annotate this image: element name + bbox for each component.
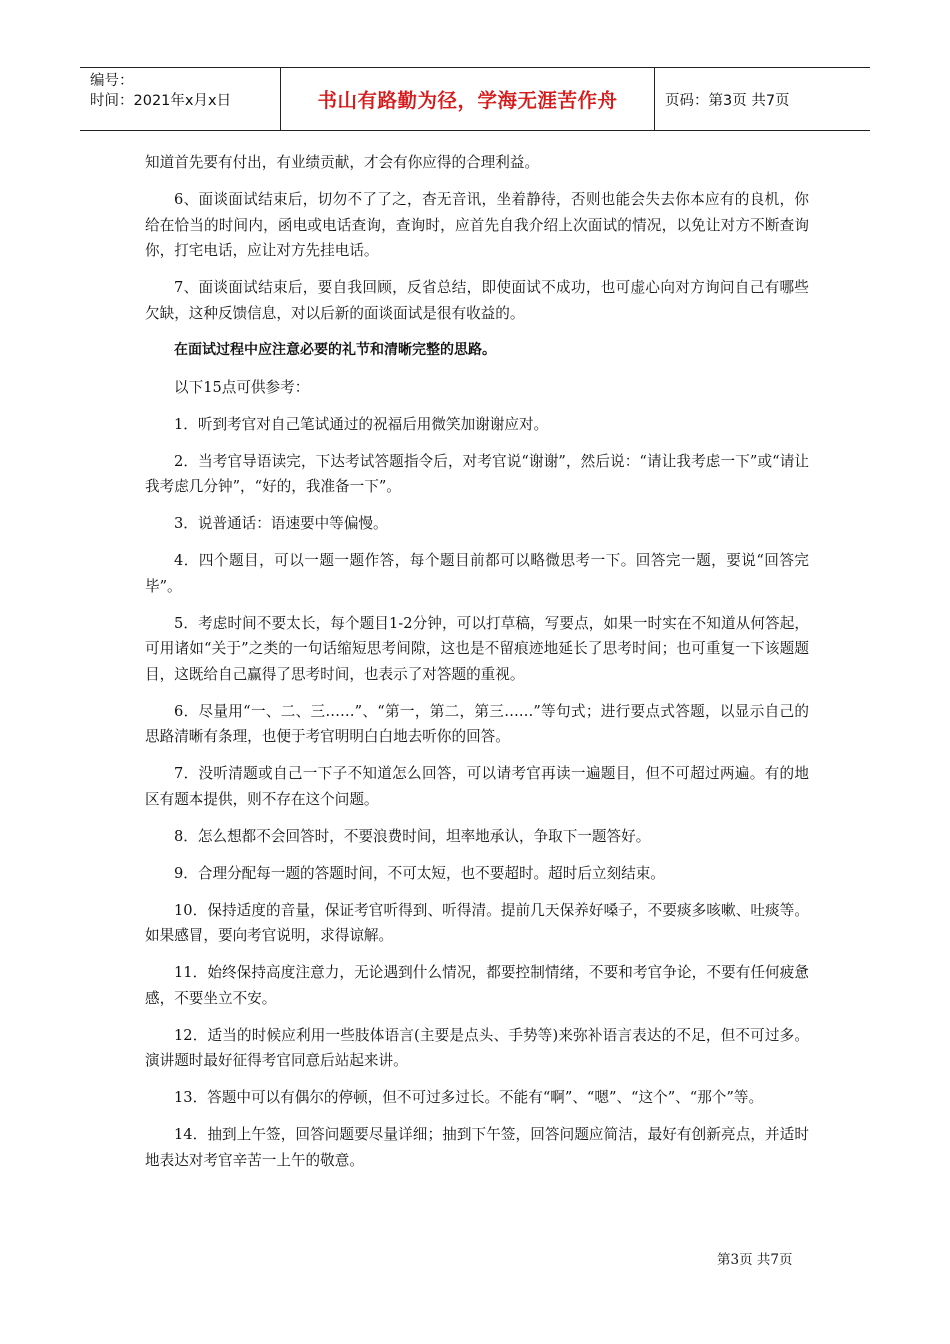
paragraph-continuation: 知道首先要有付出，有业绩贡献，才会有你应得的合理利益。 xyxy=(145,154,540,171)
document-body xyxy=(145,150,809,1185)
list-item: 11．始终保持高度注意力，无论遇到什么情况，都要控制情绪，不要和考官争论，不要有任何疲惫感，不要坐立不安。 xyxy=(145,964,809,1007)
header-meta xyxy=(80,68,281,130)
list-item: 7．没听清题或自己一下子不知道怎么回答，可以请考官再读一遍题目，但不可超过两遍。有的地区有题本提供，则不存在这个问题。 xyxy=(145,765,809,808)
list-item: 6．尽量用“一、二、三……”、“第一，第二，第三……”等句式；进行要点式答题，以显示自己的思路清晰有条理，也便于考官明明白白地去听你的回答。 xyxy=(145,702,809,745)
paragraph-tip-7: 7、面谈面试结束后，要自我回顾，反省总结，即使面试不成功，也可虚心向对方询问自己有哪些欠缺，这种反馈信息，对以后新的面谈面试是很有收益的。 xyxy=(145,279,809,322)
document-date-label: 时间：2021年x月x日 xyxy=(90,93,232,109)
list-item: 10．保持适度的音量，保证考官听得到、听得清。提前几天保养好嗓子，不要痰多咳嗽、吐痰等。如果感冒，要向考官说明，求得谅解。 xyxy=(145,901,809,944)
list-item: 14．抽到上午签，回答问题要尽量详细；抽到下午签，回答问题应简洁，最好有创新亮点，并适时地表达对考官辛苦一上午的敬意。 xyxy=(145,1126,809,1169)
list-item: 13．答题中可以有偶尔的停顿，但不可过多过长。不能有“啊”、“嗯”、“这个”、“那个”等。 xyxy=(174,1089,764,1106)
list-item: 9．合理分配每一题的答题时间，不可太短，也不要超时。超时后立刻结束。 xyxy=(174,864,665,882)
list-item: 12．适当的时候应利用一些肢体语言(主要是点头、手势等)来弥补语言表达的不足，但不可过多。演讲题时最好征得考官同意后站起来讲。 xyxy=(145,1026,809,1069)
list-item: 4．四个题目，可以一题一题作答，每个题目前都可以略微思考一下。回答完一题，要说“回答完毕”。 xyxy=(145,552,809,595)
list-item: 5．考虑时间不要太长，每个题目1-2分钟，可以打草稿，写要点，如果一时实在不知道从何答起，可用诸如“关于”之类的一句话缩短思考间隙，这也是不留痕迹地延长了思考时间；也可重复一下该题题目，这既给自己赢得了思考时间，也表示了对答题的重视。 xyxy=(145,614,809,683)
footer-page-number: 第3页 共7页 xyxy=(717,1252,793,1268)
list-item: 3．说普通话：语速要中等偏慢。 xyxy=(174,515,388,532)
header-page-number: 页码：第3页 共7页 xyxy=(665,92,790,109)
paragraph-tip-6: 6、面谈面试结束后，切勿不了了之，杳无音讯，坐着静待，否则也能会失去你本应有的良机，你给在恰当的时间内，函电或电话查询，查询时，应首先自我介绍上次面试的情况，以免让对方不断查询你，打宅电话，应让对方先挂电话。 xyxy=(145,191,809,259)
section-heading: 在面试过程中应注意必要的礼节和清晰完整的思路。 xyxy=(174,341,496,358)
list-item: 8．怎么想都不会回答时，不要浪费时间，坦率地承认，争取下一题答好。 xyxy=(174,827,651,845)
document-number-label: 编号： xyxy=(90,73,134,89)
list-item: 1．听到考官对自己笔试通过的祝福后用微笑加谢谢应对。 xyxy=(174,415,549,433)
header-motto: 书山有路勤为径，学海无涯苦作舟 xyxy=(281,68,655,130)
list-intro: 以下15点可供参考： xyxy=(174,378,310,396)
list-item: 2．当考官导语读完，下达考试答题指令后，对考官说“谢谢”，然后说：“请让我考虑一下”或“请让我考虑几分钟”，“好的，我准备一下”。 xyxy=(145,452,809,495)
page-header xyxy=(80,67,870,131)
